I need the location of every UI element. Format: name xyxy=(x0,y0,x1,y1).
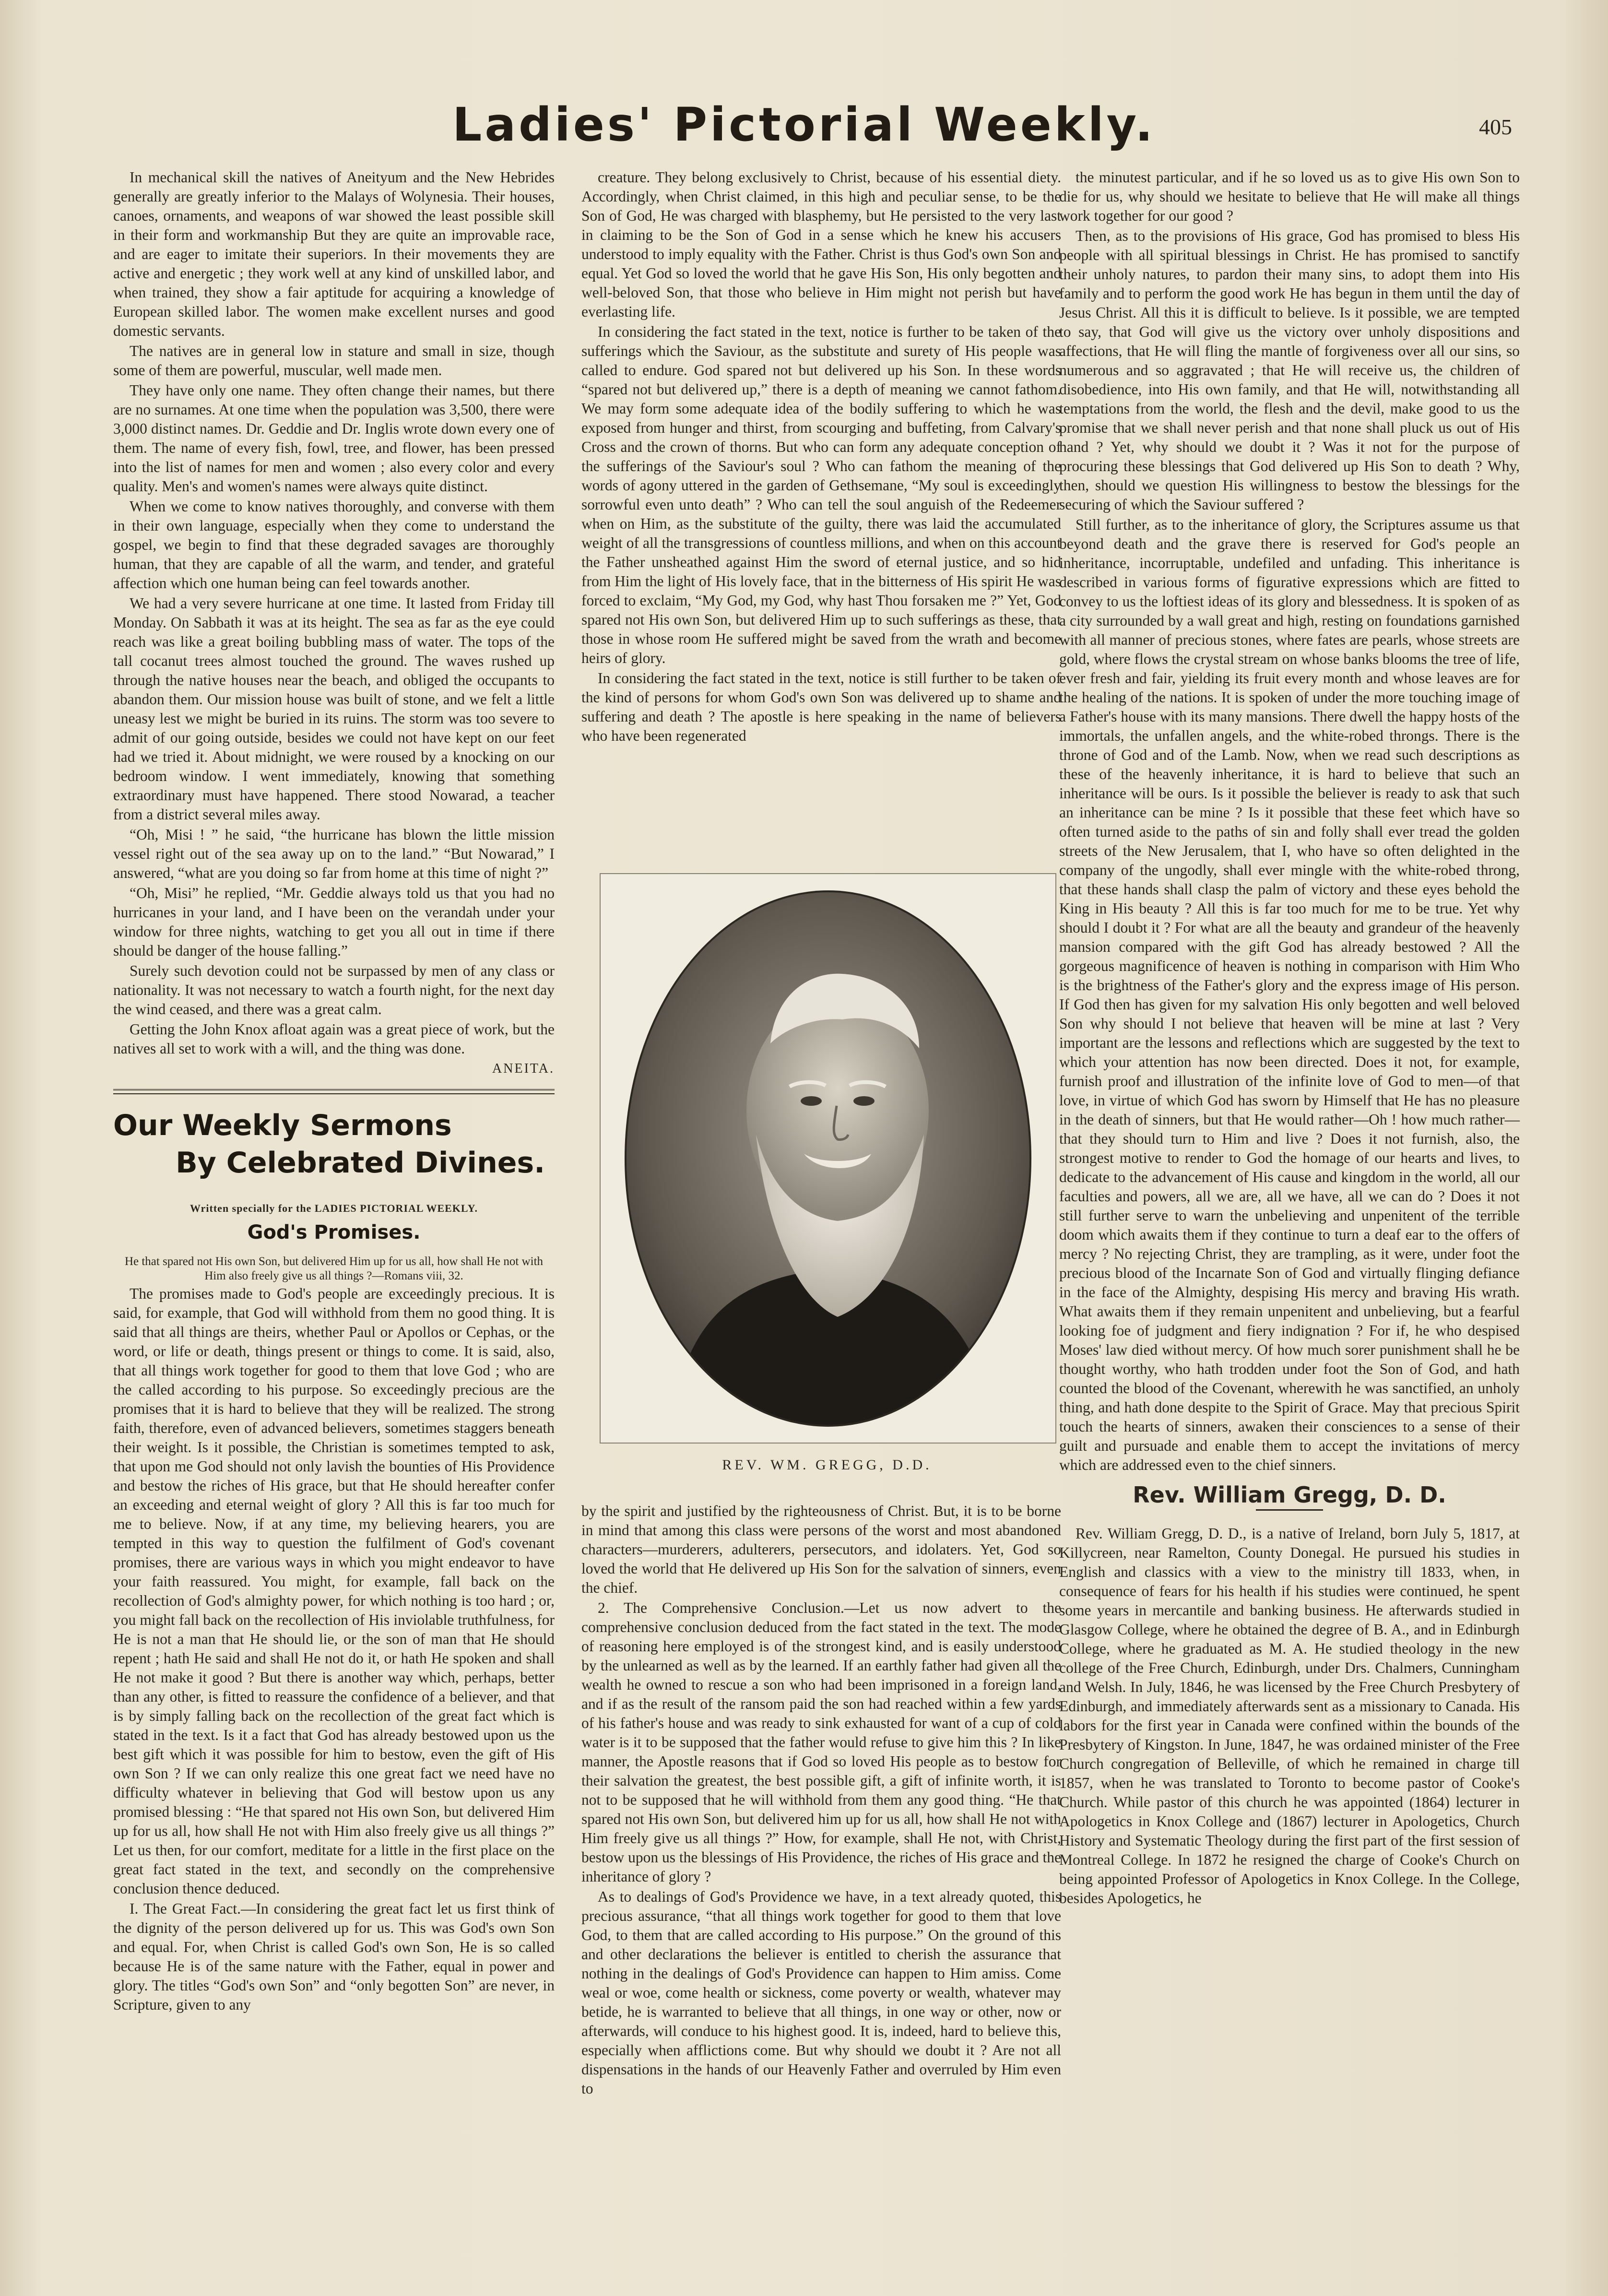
paragraph: Then, as to the provisions of His grace, God has promised to bless His people with all spiritual blessings in Christ. He has promised to sanctify their unholy natures, to pardon their many sins, to adopt them into His family and to perform the good work He has begun in them until the day of Jesus Christ. All this it is difficult to believe. Is it possible, we are tempted to say, that God will give us the victory over unholy dispositions and affections, that He will fling the mantle of forgiveness over all our sins, so numerous and so aggravated ; that He will receive us, the children of disobedience, into His own family, and that He will, notwithstanding all temptations from the world, the flesh and the devil, make good to us the promise that we shall never perish and that none shall pluck us out of His hand ? Yet, why should we doubt it ? Was it not for the purpose of procuring these blessings that God delivered up His Son to death ? Why, then, should we question His willingness to bestow the blessings for the securing of which the Saviour suffered ? xyxy=(1059,227,1520,513)
portrait-figure xyxy=(600,873,1054,1485)
paragraph: 2. The Comprehensive Conclusion.—Let us now advert to the comprehensive conclusion deduced from the fact stated in the text. The mode of reasoning here employed is of the strongest kind, and is easily understood by the unlearned as well as by the learned. If an earthly father had given all the wealth he owned to rescue a son who had been imprisoned in a foreign land, and if as the result of the ransom paid the son had reached within a few yards of his father's house and was ready to sink exhausted for want of a cup of cold water is it to be supposed that the father would refuse to give him this ? In like manner, the Apostle reasons that if God so loved His people as to bestow for their salvation the greatest, the best possible gift, a gift of infinite worth, it is not to be supposed that he will withhold from them any good thing. “He that spared not His own Son, but delivered him up for us all, how shall He not with Him freely give us all things ?” How, for example, shall He not, with Christ, bestow upon us the blessings of His Providence, the riches of His grace and the inheritance of glory ? xyxy=(581,1599,1061,1885)
scripture-epigraph: He that spared not His own Son, but delivered Him up for us all, how shall He not with Him also freely give us all things ?—Romans viii, 32. xyxy=(124,1255,544,1282)
article-signature: ANEITA. xyxy=(492,1061,555,1076)
masthead xyxy=(0,96,1608,154)
paragraph: The promises made to God's people are exceedingly precious. It is said, for example, that God will withhold from them no good thing. It is said that all things are theirs, whether Paul or Apollos or Cephas, or the word, or life or death, things present or things to come. It is said, also, that all things work together for good to them that love God ; who are the called according to his purpose. So exceedingly precious are the promises that it is hard to believe that they will be realized. The strong faith, therefore, even of advanced believers, sometimes staggers beneath their weight. Is it possible, the Christian is sometimes tempted to ask, that upon me God should not only lavish the bounties of His Providence and bestow the riches of His grace, but that He should hereafter confer an exceeding and eternal weight of glory ? All this is far too much for me to believe. Now, if at any time, my believing hearers, you are tempted in this way to question the fulfilment of God's covenant promises, there are various ways in which you might endeavor to have your faith reassured. You might, for example, fall back on the recollection of God's almighty power, for which nothing is too hard ; or, you might fall back on the recollection of His inviolable truthfulness, for He is not a man that He should lie, or the son of man that He should repent ; hath He said and shall He not do it, or hath He spoken and shall He not make it good ? But there is another way which, perhaps, better than any other, is fitted to reassure the confidence of a believer, and that is by simply falling back on the recollection of the great fact which is stated in the text. Is it a fact that God has already bestowed upon us the best gift which it was possible for him to bestow, even the gift of His own Son ? If we can only realize this one great fact we need have no difficulty whatever in believing that God will bestow upon us any promised blessing : “He that spared not His own Son, but delivered Him up for us all, how shall He not with Him also freely give us all things ?” Let us then, for our comfort, meditate for a little in the first place on the great fact stated in the text, and secondly on the comprehensive conclusion thence deduced. xyxy=(113,1285,555,1897)
column-1 xyxy=(113,168,555,2014)
biography-heading: Rev. William Gregg, D. D. xyxy=(1133,1482,1446,1508)
column-2 xyxy=(581,168,1061,746)
paragraph: They have only one name. They often change their names, but there are no surnames. At one time when the population was 3,500, there were 3,000 distinct names. Dr. Geddie and Dr. Inglis wrote down every one of them. The name of every fish, fowl, tree, and flower, has been pressed into the list of names for men and women ; also every color and every quality. Men's and women's names were always quite distinct. xyxy=(113,382,555,495)
section-divider xyxy=(113,1089,555,1094)
sermon-series-heading xyxy=(113,1107,555,1182)
byline: Written specially for the LADIES PICTORIAL WEEKLY. xyxy=(190,1202,478,1214)
paragraph: the minutest particular, and if he so loved us as to give His own Son to die for us, why should we hesitate to believe that He will make all things work together for our good ? xyxy=(1059,169,1520,224)
paragraph: We had a very severe hurricane at one time. It lasted from Friday till Monday. On Sabbath it was at its height. The sea as far as the eye could reach was like a great boiling bubbling mass of water. The tops of the tall cocanut trees almost touched the ground. The waves rushed up through the native houses near the beach, and obliged the occupants to abandon them. Our mission house was built of stone, and we felt a little uneasy lest we might be buried in its ruins. The storm was too severe to admit of our going outside, besides we could not have kept on our feet had we tried it. About midnight, we were roused by a knocking on our bedroom window. I went immediately, knowing that something extraordinary must have happened. There stood Nowarad, a teacher from a district several miles away. xyxy=(113,595,555,823)
paragraph: I. The Great Fact.—In considering the great fact let us first think of the dignity of the person delivered up for us. This was God's own Son and equal. For, when Christ is called God's own Son, He is so called because He is of the same nature with the Father, equal in power and glory. The titles “God's own Son” and “only begotten Son” are never, in Scripture, given to any xyxy=(113,1900,555,2013)
portrait-caption: REV. WM. GREGG, D.D. xyxy=(722,1457,932,1473)
paragraph: Still further, as to the inheritance of glory, the Scriptures assume us that beyond death and the grave there is reserved for God's people an inheritance, incorruptable, undefiled and unfading. This inheritance is described in various forms of figurative expressions which are fitted to convey to us the loftiest ideas of its glory and blessedness. It is spoken of as a city surrounded by a wall great and high, resting on foundations garnished with all manner of precious stones, where fates are pearls, whose streets are gold, where flows the crystal stream on whose banks blooms the tree of life, ever fresh and fair, yielding its fruit every month and whose leaves are for the healing of the nations. It is spoken of under the more touching image of a Father's house with its many mansions. There dwell the happy hosts of the immortals, the unfallen angels, and the white-robed throngs. There is the throne of God and of the Lamb. Now, when we read such descriptions as these of the heavenly inheritance, it is hard to believe that such an inheritance will be ours. Is it possible the believer is ready to ask that such an inheritance can be mine ? Is it possible that these feet which have so often turned aside to the paths of sin and folly shall ever tread the golden streets of the New Jerusalem, that I, who have so often delighted in the company of the ungodly, shall ever mingle with the white-robed throng, that these hands shall clasp the palm of victory and these eyes behold the King in His beauty ? All this is far too much for me to be true. Yet why should I doubt it ? For what are all the beauty and grandeur of the heavenly mansion compared with the gift God has already bestowed ? All the gorgeous magnificence of heaven is nothing in comparison with Him Who is the brightness of the Father's glory and the express image of His person. If God then has given for my salvation His only begotten and well beloved Son why should I not believe that heaven will be mine at last ? Very important are the lessons and reflections which are suggested by the text to which your attention has now been directed. Does it not, for example, furnish proof and illustration of the infinite love of God to men—of that love, in virtue of which God has sworn by Himself that He has no pleasure in the death of sinners, but that He would rather—Oh ! how much rather—that they should turn to Him and live ? Does it not furnish, also, the strongest motive to render to God the homage of our hearts and lives, to dedicate to the advancement of His cause and kingdom in the world, all our faculties and powers, all we are, all we have, all we can do ? Does it not still further serve to warn the unbelieving and unpenitent of the terrible doom which awaits them if they continue to turn a deaf ear to the offers of mercy ? No rejecting Christ, they are trampling, as it were, under foot the precious blood of the Incarnate Son of God and virtually flinging defiance in the face of the Almighty, despising His mercy and braving His wrath. What awaits them if they remain unpenitent and unbelieving, but a fearful looking foe of judgment and fiery indignation ? For if, he who despised Moses' law died without mercy. Of how much sorer punishment shall he be thought worthy, who hath trodden under foot the Son of God, and hath counted the blood of the Covenant, wherewith he was sanctified, an unholy thing, and hath done despite to the Spirit of Grace. May that precious Spirit touch the hearts of sinners, awaken their consciences to a sense of their guilt and pursuade and enable them to accept the invitations of mercy which are addressed even to the chief sinners. xyxy=(1059,516,1520,1473)
paragraph: by the spirit and justified by the righteousness of Christ. But, it is to be borne in mind that among this class were persons of the worst and most abandoned characters—murderers, adulterers, persecutors, and idolaters. Yet, God so loved the world that He delivered up His Son for the salvation of sinners, even the chief. xyxy=(581,1503,1061,1596)
paragraph: creature. They belong exclusively to Christ, because of his essential diety. Accordingly, when Christ claimed, in this high and peculiar sense, to be the Son of God, He was charged with blasphemy, but He persisted to the very last in claiming to be the Son of God in a sense which he knew his accusers understood to imply equality with the Father. Christ is thus God's own Son and equal. Yet God so loved the world that he gave His Son, His only begotten and well-beloved Son, that those who believe in Him might not perish but have everlasting life. xyxy=(581,169,1061,320)
sermon-heading-line-2: By Celebrated Divines. xyxy=(176,1146,545,1180)
paragraph: In considering the fact stated in the text, notice is still further to be taken of the kind of persons for whom God's own Son was delivered up to shame and suffering and death ? The apostle is here speaking in the name of believers who have been regenerated xyxy=(581,670,1061,744)
paragraph: In mechanical skill the natives of Aneityum and the New Hebrides generally are greatly inferior to the Malays of Wolynesia. Their houses, canoes, ornaments, and weapons of war showed the least possible skill in their form and workmanship But they are quite an improvable race, and are eager to imitate their superiors. In their movements they are active and energetic ; they work well at any kind of unskilled labor, and when trained, they show a fair aptitude for acquiring a knowledge of European skilled labor. The women make excellent nurses and good domestic servants. xyxy=(113,169,555,339)
portrait-frame xyxy=(600,873,1056,1444)
paragraph: Surely such devotion could not be surpassed by men of any class or nationality. It was not necessary to watch a fourth night, for the next day the wind ceased, and there was a great calm. xyxy=(113,962,555,1018)
page-number: 405 xyxy=(1479,115,1512,139)
sermon-heading-line-1: Our Weekly Sermons xyxy=(113,1109,452,1142)
column-2-continued xyxy=(581,1502,1061,2098)
heading-rule xyxy=(1256,1509,1323,1511)
paragraph: “Oh, Misi ! ” he said, “the hurricane has blown the little mission vessel right out of the sea away up on to the land.” “But Nowarad,” I answered, “what are you doing so far from home at this time of night ?” xyxy=(113,826,555,881)
portrait-photo xyxy=(612,885,1044,1432)
paragraph: Getting the John Knox afloat again was a great piece of work, but the natives all set to work with a will, and the thing was done. xyxy=(113,1021,555,1057)
sermon-title: God's Promises. xyxy=(247,1221,421,1243)
paragraph: The natives are in general low in stature and small in size, though some of them are powerful, muscular, well made men. xyxy=(113,343,555,379)
paragraph: When we come to know natives thoroughly, and converse with them in their own language, especially when they come to understand the gospel, we begin to find that these degraded savages are thoroughly human, that they are capable of all the warm, and tender, and grateful affection which one human being can feel towards another. xyxy=(113,498,555,592)
publication-title: Ladies' Pictorial Weekly. xyxy=(452,98,1156,152)
column-3 xyxy=(1059,168,1520,1908)
paragraph: As to dealings of God's Providence we have, in a text already quoted, this precious assurance, “that all things work together for good to them that love God, to them that are called according to His purpose.” On the ground of this and other declarations the believer is entitled to cherish the assurance that nothing in the dealings of God's Providence can happen to Him amiss. Come weal or woe, come health or sickness, come poverty or wealth, whatever may betide, he is warranted to believe that all things, in one way or other, now or afterwards, will conduce to his highest good. It is, indeed, hard to believe this, especially when afflictions come. But why should we doubt it ? Are not all dispensations in the hands of our Heavenly Father and overruled by Him even to xyxy=(581,1888,1061,2097)
paragraph: Rev. William Gregg, D. D., is a native of Ireland, born July 5, 1817, at Killycreen, near Ramelton, County Donegal. He pursued his studies in English and classics with a view to the ministry till 1833, when, in consequence of fears for his health if his studies were continued, he spent some years in mercantile and banking business. He afterwards studied in Glasgow College, where he obtained the degree of B. A., and in Edinburgh College, where he graduated as M. A. He studied theology in the new college of the Free Church, Edinburgh, under Drs. Chalmers, Cunningham and Welsh. In July, 1846, he was licensed by the Free Church Presbytery of Edinburgh, and immediately afterwards sent as a missionary to Canada. His labors for the first year in Canada were confined within the bounds of the Presbytery of Kingston. In June, 1847, he was ordained minister of the Free Church congregation of Belleville, of which he remained in charge till 1857, when he was translated to Toronto to become pastor of Cooke's Church. While pastor of this church he was appointed (1864) lecturer in Apologetics in Knox College and (1867) lecturer in Apologetics, Church History and Systematic Theology during the first part of the first session of Montreal College. In 1872 he resigned the charge of Cooke's Church on being appointed Professor of Apologetics in Knox College. In the College, besides Apologetics, he xyxy=(1059,1525,1520,1906)
paragraph: “Oh, Misi” he replied, “Mr. Geddie always told us that you had no hurricanes in your land, and I have been on the verandah under your window for three nights, watching to get you all out in time if there should be danger of the house falling.” xyxy=(113,885,555,959)
paragraph: In considering the fact stated in the text, notice is further to be taken of the sufferings which the Saviour, as the substitute and surety of His people was called to endure. God spared not but delivered up his Son. In these words “spared not but delivered up,” there is a depth of meaning we cannot fathom. We may form some adequate idea of the bodily suffering to which he was exposed from hunger and thirst, from scourging and buffeting, from Calvary's Cross and the crown of thorns. But who can form any adequate conception of the sufferings of the Saviour's soul ? Who can fathom the meaning of the words of agony uttered in the garden of Gethsemane, “My soul is exceedingly sorrowful even unto death” ? Who can tell the soul anguish of the Redeemer when on Him, as the substitute of the guilty, there was laid the accumulated weight of all the transgressions of countless millions, and when on this account the Father unsheathed against Him the sword of eternal justice, and so hid from Him the light of His lovely face, that in the bitterness of His spirit He was forced to exclaim, “My God, my God, why hast Thou forsaken me ?” Yet, God spared not His own Son, but delivered Him up to such sufferings as these, that those in whose room He suffered might be saved from the wrath and become heirs of glory. xyxy=(581,323,1061,666)
